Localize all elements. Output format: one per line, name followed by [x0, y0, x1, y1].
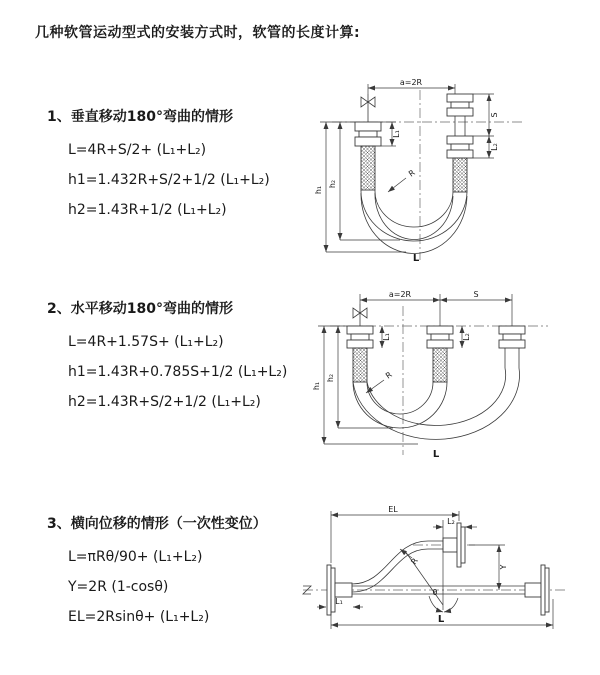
formula-el: EL=2Rsinθ+ (L₁+L₂)	[68, 609, 210, 625]
section-2-heading: 2、水平移动180°弯曲的情形	[47, 301, 233, 317]
diagram-lateral-displacement	[293, 503, 588, 648]
radius-label: R	[383, 370, 394, 381]
dim-label-s: S	[490, 112, 499, 118]
dim-label-l1: L₁	[382, 333, 391, 341]
angle-arc	[444, 598, 458, 612]
formula-length: L=4R+1.57S+ (L₁+L₂)	[68, 334, 224, 350]
radius-label: R	[406, 168, 417, 179]
angle-label: θ	[432, 588, 438, 597]
hose-fitting-left	[355, 122, 381, 190]
formula-h2: h2=1.43R+S/2+1/2 (L₁+L₂)	[68, 394, 261, 410]
dim-label-h2: h₂	[326, 373, 335, 383]
hose-outline	[353, 382, 447, 428]
page-title: 几种软管运动型式的安装方式时，软管的长度计算:	[35, 25, 361, 41]
dim-label-y: Y	[499, 564, 508, 570]
diagram-horizontal-u-bend	[308, 280, 570, 462]
section-lateral-displacement	[47, 513, 267, 632]
dim-label-l2: L₂	[462, 333, 471, 341]
hose-fitting-right-moved	[499, 326, 525, 348]
dim-label-l2: L₂	[490, 143, 499, 151]
section-1-heading: 1、垂直移动180°弯曲的情形	[47, 109, 233, 125]
section-horizontal-movement	[47, 298, 287, 417]
dim-label-a2r: a=2R	[388, 290, 412, 299]
length-label: L	[432, 449, 440, 460]
angle-arc	[429, 596, 443, 612]
formula-length: L=πRθ/90+ (L₁+L₂)	[68, 549, 203, 565]
hose-outline-moved	[352, 541, 443, 584]
braided-hose-section	[361, 146, 375, 190]
radius-leader	[366, 380, 384, 393]
dim-label-h2: h₂	[328, 179, 337, 189]
dim-label-l1: L₁	[392, 130, 401, 138]
dim-label-h1: h₁	[312, 381, 321, 391]
hose-fitting-right-lower	[447, 136, 473, 158]
hose-fitting-left	[347, 326, 373, 382]
length-label: L	[412, 253, 420, 264]
formula-h2: h2=1.43R+1/2 (L₁+L₂)	[68, 202, 227, 218]
diagram-vertical-u-bend	[308, 72, 560, 264]
formula-h1: h1=1.43R+0.785S+1/2 (L₁+L₂)	[68, 364, 288, 380]
hose-outline	[361, 190, 467, 241]
hose-outline	[367, 382, 433, 414]
dim-label-l1: L₁	[335, 597, 343, 606]
formula-h1: h1=1.432R+S/2+1/2 (L₁+L₂)	[68, 172, 270, 188]
dim-label-l2: L₂	[447, 517, 455, 526]
radius-label: R	[409, 556, 420, 567]
section-vertical-movement	[47, 106, 270, 225]
formula-y: Y=2R (1-cosθ)	[68, 579, 169, 595]
length-label: L	[437, 614, 445, 625]
radius-leader	[388, 178, 406, 192]
hose-fitting-right-upper	[447, 94, 473, 116]
dim-label-el: EL	[388, 505, 398, 514]
section-3-heading: 3、横向位移的情形（一次性变位）	[47, 516, 267, 532]
dim-label-h1: h₁	[314, 185, 323, 195]
dim-label-s: S	[473, 290, 479, 299]
braided-hose-section	[453, 158, 467, 192]
formula-length: L=4R+S/2+ (L₁+L₂)	[68, 142, 207, 158]
dim-label-a2r: a=2R	[399, 78, 423, 87]
hose-fitting-middle	[427, 326, 453, 382]
flange-right	[525, 565, 549, 615]
flange-upper	[443, 523, 465, 567]
hose-outline	[375, 190, 453, 227]
